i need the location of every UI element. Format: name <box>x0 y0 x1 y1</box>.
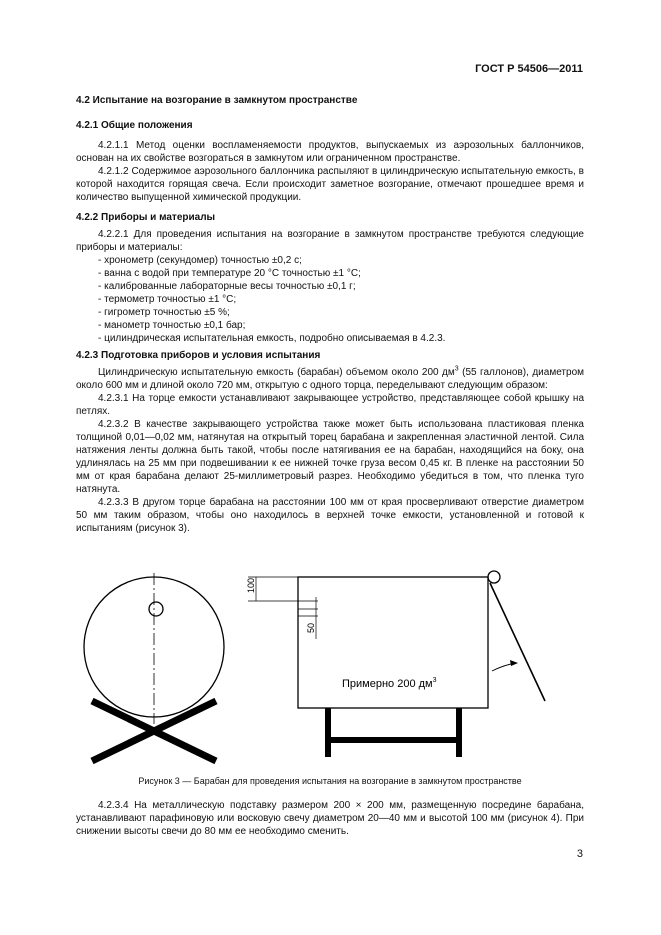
vent-hole-circle <box>149 602 163 616</box>
superscript-3: 3 <box>454 365 459 373</box>
intro-text-b: (55 галлонов), диаметром около 600 мм и длиной около 720 мм, открытую с одного торца, переделывают следующим образом: <box>76 367 585 391</box>
dim-label-100: 100 <box>246 577 256 593</box>
paragraph-4-2-2-1: 4.2.2.1 Для проведения испытания на возгорание в замкнутом пространстве требуются следующие приборы и материалы: <box>76 229 584 253</box>
paragraph-4-2-3-intro <box>76 366 584 392</box>
volume-text: Примерно 200 дм <box>342 678 433 690</box>
paragraph-4-2-1-1: 4.2.1.1 Метод оценки воспламеняемости продуктов, выпускаемых из аэрозольных баллончиков, основан на их свойстве возгораться в замкнутом или ограниченном пространстве. <box>76 140 584 164</box>
document-code: ГОСТ Р 54506—2011 <box>475 63 583 75</box>
lid-hinge-circle <box>488 571 500 583</box>
page-number: 3 <box>576 848 583 860</box>
list-item: - манометр точностью ±0,1 бар; <box>98 320 246 331</box>
equipment-list <box>76 254 584 345</box>
list-item: - термометр точностью ±1 °С; <box>98 294 237 305</box>
list-item: - хронометр (секундомер) точностью ±0,2 с; <box>98 255 302 266</box>
lid-angle-arrowhead <box>510 660 518 666</box>
subsection-title-4-2-2: 4.2.2 Приборы и материалы <box>76 212 216 223</box>
list-item: - цилиндрическая испытательная емкость, подробно описываемая в 4.2.3. <box>98 333 446 344</box>
paragraph-4-2-3-2: 4.2.3.2 В качестве закрывающего устройства также может быть использована пластиковая пленка толщиной 0,01—0,02 мм, натянутая на открытый торец барабана и закрепленная эластичной лентой. Сила натяжения ленты должна быть такой, чтобы после натягивания ее на барабан, находящийся на боку, она удлинялась на 25 мм при подвешивании к ее нижней точке груза весом 0,45 кг. В пленке на расстоянии 50 мм от края барабана делают 25-миллиметровый разрез. Необходимо убедиться в том, что пленка туго натянута. <box>76 419 584 495</box>
drum-drawing <box>76 569 584 765</box>
list-item: - гигрометр точностью ±5 %; <box>98 307 230 318</box>
volume-label <box>342 677 437 690</box>
lid-open-line <box>490 583 545 701</box>
dim-label-50: 50 <box>306 622 316 633</box>
volume-superscript: 3 <box>432 677 437 684</box>
document-body <box>76 94 584 535</box>
figure-3-drum-diagram <box>76 569 584 765</box>
subsection-title-4-2-3: 4.2.3 Подготовка приборов и условия испытания <box>76 350 321 361</box>
paragraph-4-2-3-1: 4.2.3.1 На торце емкости устанавливают закрывающее устройство, представляющее собой крышку на петлях. <box>76 393 584 417</box>
figure-caption: Рисунок 3 — Барабан для проведения испытания на возгорание в замкнутом пространстве <box>138 776 522 786</box>
section-title: 4.2 Испытание на возгорание в замкнутом пространстве <box>76 95 358 106</box>
intro-text-a: Цилиндрическую испытательную емкость (барабан) объемом около 200 дм <box>98 367 455 378</box>
paragraph-4-2-3-4: 4.2.3.4 На металлическую подставку размером 200 × 200 мм, размещенную посредине барабана, устанавливают парафиновую или восковую свечу диаметром 20—40 мм и высотой 100 мм (рисунок 4). При снижении высоты свечи до 80 мм ее необходимо сменить. <box>76 800 584 837</box>
paragraph-4-2-3-3: 4.2.3.3 В другом торце барабана на расстоянии 100 мм от края просверливают отверстие диаметром 50 мм таким образом, чтобы оно находилось в верхней точке емкости, установленной и готовой к испытаниям (рисунок 3). <box>76 497 584 534</box>
list-item: - калиброванные лабораторные весы точностью ±0,1 г; <box>98 281 356 292</box>
subsection-title-4-2-1: 4.2.1 Общие положения <box>76 120 193 131</box>
list-item: - ванна с водой при температуре 20 °С точностью ±1 °С; <box>98 268 361 279</box>
document-body-continued <box>76 799 584 838</box>
paragraph-4-2-1-2: 4.2.1.2 Содержимое аэрозольного баллончика распыляют в цилиндрическую испытательную емкость, в которой находится горящая свеча. Если происходит заметное возгорание, отмечают прошедшее время и количество выпущенной химической продукции. <box>76 166 584 203</box>
